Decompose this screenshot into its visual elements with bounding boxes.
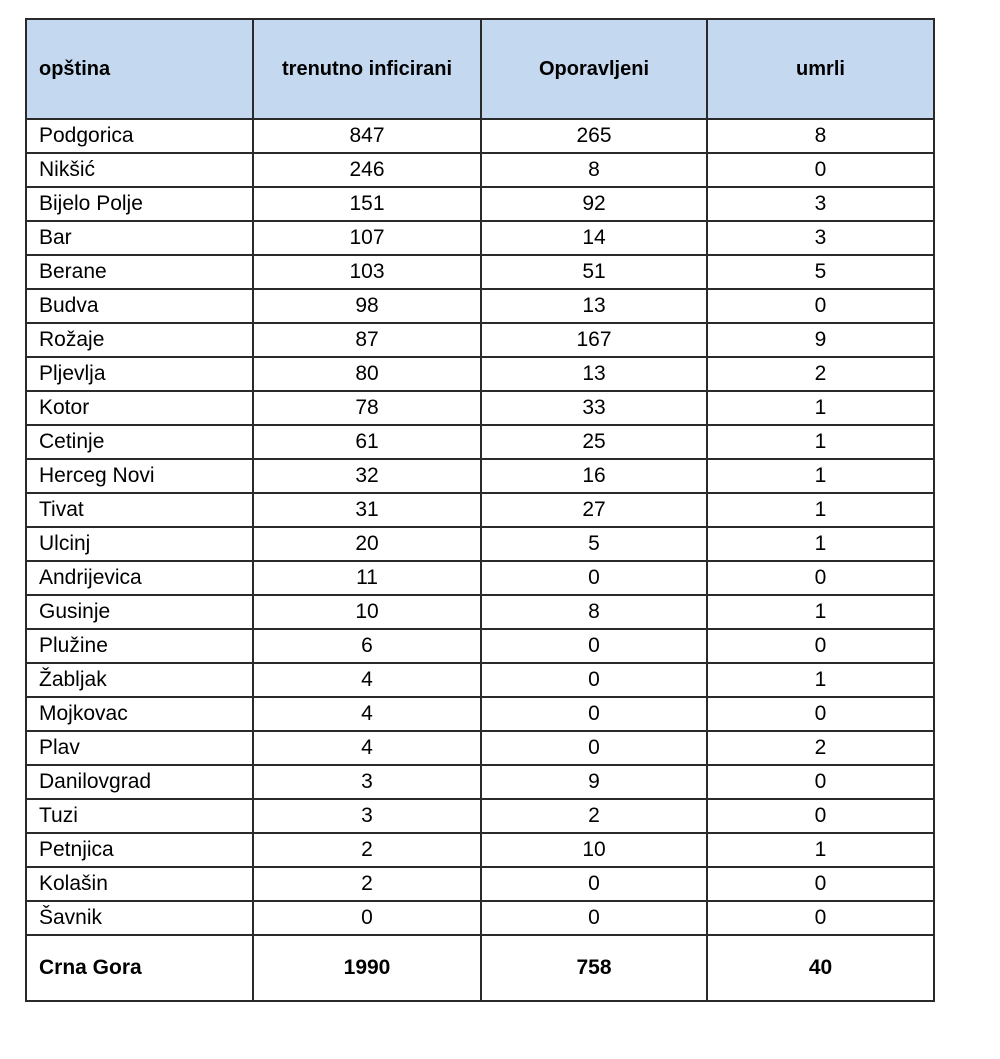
cell-currently-infected: 20 — [253, 527, 481, 561]
cell-currently-infected: 61 — [253, 425, 481, 459]
cell-municipality: Kolašin — [26, 867, 253, 901]
cell-recovered: 2 — [481, 799, 707, 833]
cell-deceased: 0 — [707, 799, 934, 833]
table-row — [26, 561, 934, 595]
cell-municipality: Žabljak — [26, 663, 253, 697]
cell-currently-infected: 32 — [253, 459, 481, 493]
cell-recovered: 25 — [481, 425, 707, 459]
cell-municipality: Andrijevica — [26, 561, 253, 595]
cell-recovered: 8 — [481, 153, 707, 187]
table-row — [26, 289, 934, 323]
cell-recovered: 14 — [481, 221, 707, 255]
total-row — [26, 935, 934, 1001]
cell-currently-infected: 246 — [253, 153, 481, 187]
cell-municipality: Kotor — [26, 391, 253, 425]
cell-currently-infected: 4 — [253, 663, 481, 697]
cell-recovered: 13 — [481, 357, 707, 391]
cell-deceased: 1 — [707, 391, 934, 425]
cell-deceased: 0 — [707, 289, 934, 323]
cell-recovered: 0 — [481, 663, 707, 697]
header-municipality: opština — [26, 19, 253, 119]
cell-currently-infected: 4 — [253, 697, 481, 731]
cell-currently-infected: 10 — [253, 595, 481, 629]
cell-currently-infected: 2 — [253, 867, 481, 901]
cell-recovered: 0 — [481, 629, 707, 663]
cell-recovered: 265 — [481, 119, 707, 153]
cell-recovered: 5 — [481, 527, 707, 561]
table-row — [26, 731, 934, 765]
cell-recovered: 33 — [481, 391, 707, 425]
cell-currently-infected: 151 — [253, 187, 481, 221]
cell-deceased: 1 — [707, 425, 934, 459]
table-row — [26, 221, 934, 255]
cell-currently-infected: 4 — [253, 731, 481, 765]
cell-recovered: 0 — [481, 697, 707, 731]
cell-municipality: Danilovgrad — [26, 765, 253, 799]
cell-municipality: Tuzi — [26, 799, 253, 833]
cell-recovered: 0 — [481, 731, 707, 765]
municipality-stats-table — [25, 18, 935, 1002]
cell-municipality: Berane — [26, 255, 253, 289]
table-row — [26, 255, 934, 289]
cell-currently-infected: 0 — [253, 901, 481, 935]
cell-currently-infected: 103 — [253, 255, 481, 289]
cell-municipality: Ulcinj — [26, 527, 253, 561]
cell-deceased: 2 — [707, 731, 934, 765]
total-deceased: 40 — [707, 935, 934, 1001]
cell-municipality: Bijelo Polje — [26, 187, 253, 221]
cell-recovered: 0 — [481, 867, 707, 901]
cell-currently-infected: 78 — [253, 391, 481, 425]
cell-municipality: Rožaje — [26, 323, 253, 357]
table-row — [26, 595, 934, 629]
table-row — [26, 493, 934, 527]
cell-currently-infected: 6 — [253, 629, 481, 663]
cell-municipality: Šavnik — [26, 901, 253, 935]
cell-deceased: 1 — [707, 527, 934, 561]
total-label: Crna Gora — [26, 935, 253, 1001]
cell-currently-infected: 11 — [253, 561, 481, 595]
total-recovered: 758 — [481, 935, 707, 1001]
cell-recovered: 167 — [481, 323, 707, 357]
cell-currently-infected: 87 — [253, 323, 481, 357]
cell-municipality: Bar — [26, 221, 253, 255]
cell-recovered: 92 — [481, 187, 707, 221]
cell-deceased: 0 — [707, 153, 934, 187]
cell-deceased: 0 — [707, 901, 934, 935]
cell-deceased: 8 — [707, 119, 934, 153]
header-deceased: umrli — [707, 19, 934, 119]
table-row — [26, 459, 934, 493]
table-row — [26, 357, 934, 391]
cell-municipality: Petnjica — [26, 833, 253, 867]
table-body — [26, 119, 934, 935]
cell-municipality: Podgorica — [26, 119, 253, 153]
cell-recovered: 27 — [481, 493, 707, 527]
cell-currently-infected: 80 — [253, 357, 481, 391]
cell-municipality: Herceg Novi — [26, 459, 253, 493]
cell-deceased: 1 — [707, 595, 934, 629]
cell-currently-infected: 31 — [253, 493, 481, 527]
table-row — [26, 391, 934, 425]
cell-deceased: 1 — [707, 833, 934, 867]
table-row — [26, 799, 934, 833]
cell-municipality: Cetinje — [26, 425, 253, 459]
cell-currently-infected: 847 — [253, 119, 481, 153]
cell-deceased: 5 — [707, 255, 934, 289]
cell-currently-infected: 107 — [253, 221, 481, 255]
cell-recovered: 51 — [481, 255, 707, 289]
cell-deceased: 9 — [707, 323, 934, 357]
cell-deceased: 0 — [707, 765, 934, 799]
cell-currently-infected: 98 — [253, 289, 481, 323]
table-row — [26, 153, 934, 187]
cell-deceased: 0 — [707, 867, 934, 901]
cell-deceased: 0 — [707, 561, 934, 595]
cell-recovered: 10 — [481, 833, 707, 867]
header-currently-infected: trenutno inficirani — [253, 19, 481, 119]
table-row — [26, 867, 934, 901]
cell-currently-infected: 3 — [253, 765, 481, 799]
cell-municipality: Pljevlja — [26, 357, 253, 391]
table-row — [26, 119, 934, 153]
cell-currently-infected: 2 — [253, 833, 481, 867]
table-row — [26, 765, 934, 799]
cell-deceased: 3 — [707, 187, 934, 221]
cell-municipality: Nikšić — [26, 153, 253, 187]
cell-recovered: 8 — [481, 595, 707, 629]
cell-municipality: Tivat — [26, 493, 253, 527]
table-row — [26, 663, 934, 697]
cell-recovered: 0 — [481, 561, 707, 595]
cell-currently-infected: 3 — [253, 799, 481, 833]
table-row — [26, 527, 934, 561]
cell-deceased: 0 — [707, 629, 934, 663]
header-row — [26, 19, 934, 119]
table-row — [26, 629, 934, 663]
table-row — [26, 425, 934, 459]
cell-recovered: 0 — [481, 901, 707, 935]
total-infected: 1990 — [253, 935, 481, 1001]
table-row — [26, 833, 934, 867]
table-row — [26, 323, 934, 357]
cell-municipality: Plužine — [26, 629, 253, 663]
cell-deceased: 3 — [707, 221, 934, 255]
header-recovered: Oporavljeni — [481, 19, 707, 119]
cell-municipality: Budva — [26, 289, 253, 323]
table-row — [26, 187, 934, 221]
cell-deceased: 0 — [707, 697, 934, 731]
cell-deceased: 2 — [707, 357, 934, 391]
cell-municipality: Mojkovac — [26, 697, 253, 731]
cell-municipality: Plav — [26, 731, 253, 765]
cell-recovered: 13 — [481, 289, 707, 323]
cell-deceased: 1 — [707, 493, 934, 527]
cell-recovered: 9 — [481, 765, 707, 799]
cell-deceased: 1 — [707, 663, 934, 697]
cell-recovered: 16 — [481, 459, 707, 493]
table-row — [26, 697, 934, 731]
cell-deceased: 1 — [707, 459, 934, 493]
cell-municipality: Gusinje — [26, 595, 253, 629]
table-row — [26, 901, 934, 935]
